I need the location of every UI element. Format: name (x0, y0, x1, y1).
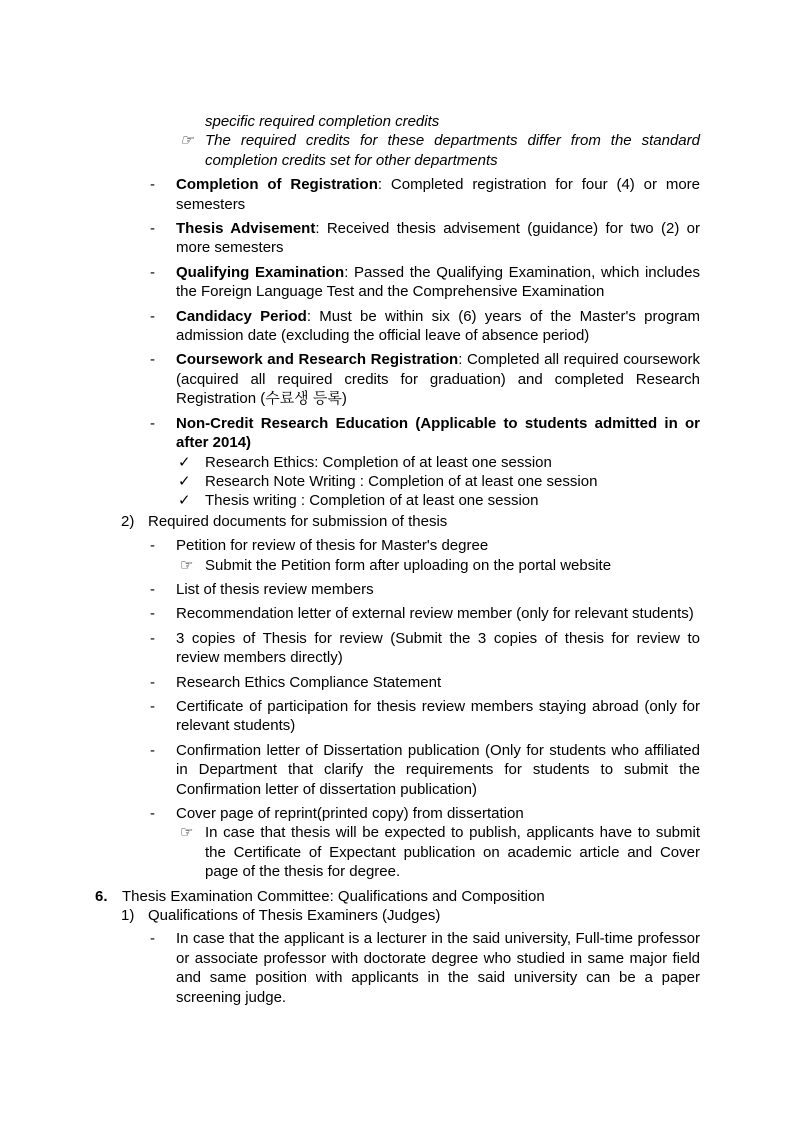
list-item-confirmation-letter (95, 741, 700, 799)
dash-marker: - (150, 741, 155, 759)
list-item-certificate-abroad (95, 697, 700, 736)
pointer-note-text: The required credits for these departments differ from the standard completion credits set for other departments (205, 132, 700, 169)
item-text: : Completed registration for four (4) or more semesters (176, 176, 701, 213)
list-item-thesis-advisement (95, 219, 700, 258)
item-bold-lead: Candidacy Period (176, 307, 307, 325)
item-text: Recommendation letter of external review member (only for relevant students) (176, 605, 694, 623)
check-icon: ✓ (178, 492, 191, 510)
pointer-icon: ☞ (180, 132, 194, 150)
section-2-number: 2) (121, 512, 135, 530)
dash-marker: - (150, 930, 155, 948)
list-item-judge-qualification (95, 929, 700, 1007)
dash-marker: - (150, 629, 155, 647)
item-text: Research Ethics Compliance Statement (176, 673, 442, 691)
check-item-text: Thesis writing : Completion of at least one session (205, 492, 539, 510)
item-text: : Received thesis advisement (guidance) for two (2) or more semesters (176, 220, 700, 257)
item-bold-lead: Coursework and Research Registration (176, 351, 459, 369)
dash-marker: - (150, 351, 155, 369)
intro-continuation-line: specific required completion credits (205, 113, 440, 130)
item-bold-lead: Thesis Advisement (176, 220, 316, 238)
dash-marker: - (150, 673, 155, 691)
dash-marker: - (150, 805, 155, 822)
check-icon: ✓ (178, 472, 191, 490)
item-text: Certificate of participation for thesis review members staying abroad (only for relevant students) (176, 697, 700, 735)
section-6-number: 6. (95, 887, 108, 905)
section-6-1-heading (95, 906, 700, 925)
item-bold-lead: Completion of Registration (176, 176, 378, 194)
item-text: In case that the applicant is a lecturer in the said university, Full-time professor or associate professor with doctorate degree who studied in same major field and same position with applicants in the said university can be a paper screening judge. (176, 930, 700, 1006)
intro-block (95, 112, 700, 170)
dash-marker: - (150, 580, 155, 598)
check-item-thesis-writing (95, 491, 700, 510)
item-text: : Must be within six (6) years of the Master's program admission date (excluding the official leave of absence period) (176, 307, 700, 345)
item-text: : Completed all required coursework (acquired all required credits for graduation) and completed Research Registration (수료생 등록) (176, 351, 700, 408)
section-6-1-title: Qualifications of Thesis Examiners (Judges) (148, 907, 441, 925)
section-6-1-number: 1) (121, 907, 135, 925)
list-item-petition (95, 536, 700, 555)
dash-marker: - (150, 176, 155, 194)
list-item-ethics-compliance (95, 673, 700, 692)
document-content (95, 112, 700, 1007)
pointer-note-text: In case that thesis will be expected to publish, applicants have to submit the Certificate of Expectant publication on academic article and Cover page of the thesis for degree. (205, 824, 700, 881)
section-6-heading (95, 887, 700, 906)
list-item-completion-of-registration (95, 175, 700, 214)
pointer-icon: ☞ (180, 556, 194, 574)
list-item-qualifying-examination (95, 263, 700, 302)
list-item-review-members (95, 580, 700, 599)
item-text: List of thesis review members (176, 580, 374, 598)
check-icon: ✓ (178, 453, 191, 471)
list-item-candidacy-period (95, 307, 700, 346)
list-item-non-credit-research-education (95, 414, 700, 453)
item-text: Confirmation letter of Dissertation publication (Only for students who affiliated in Department that clarify the requirements for students to submit the Confirmation letter of dissertation publication) (176, 741, 700, 798)
dash-marker: - (150, 697, 155, 715)
pointer-note-cover-page (95, 823, 700, 881)
pointer-note-text: Submit the Petition form after uploading on the portal website (205, 556, 612, 574)
list-item-coursework-research-registration (95, 350, 700, 408)
dash-marker: - (150, 414, 155, 432)
item-text: : Passed the Qualifying Examination, which includes the Foreign Language Test and the Comprehensive Examination (176, 263, 700, 301)
item-text: 3 copies of Thesis for review (Submit the 3 copies of thesis for review to review members directly) (176, 629, 700, 667)
dash-marker: - (150, 263, 155, 281)
check-item-text: Research Ethics: Completion of at least one session (205, 453, 552, 471)
list-item-cover-page (95, 804, 700, 823)
check-item-text: Research Note Writing : Completion of at least one session (205, 472, 598, 490)
dash-marker: - (150, 605, 155, 623)
pointer-note-petition (95, 556, 700, 575)
dash-marker: - (150, 220, 155, 238)
item-text: Petition for review of thesis for Master's degree (176, 537, 489, 555)
dash-marker: - (150, 307, 155, 325)
section-6-title: Thesis Examination Committee: Qualifications and Composition (122, 887, 545, 905)
list-item-thesis-copies (95, 629, 700, 668)
list-item-recommendation-letter (95, 604, 700, 623)
intro-pointer-note (95, 131, 700, 170)
section-2-heading (95, 512, 700, 531)
section-2-title: Required documents for submission of thesis (148, 512, 448, 530)
item-bold-lead: Non-Credit Research Education (Applicable to students admitted in or after 2014) (176, 414, 700, 452)
check-item-research-note-writing (95, 472, 700, 491)
item-text: Cover page of reprint(printed copy) from dissertation (176, 805, 524, 822)
check-item-research-ethics (95, 453, 700, 472)
item-bold-lead: Qualifying Examination (176, 263, 345, 281)
dash-marker: - (150, 537, 155, 555)
pointer-icon: ☞ (180, 824, 194, 842)
